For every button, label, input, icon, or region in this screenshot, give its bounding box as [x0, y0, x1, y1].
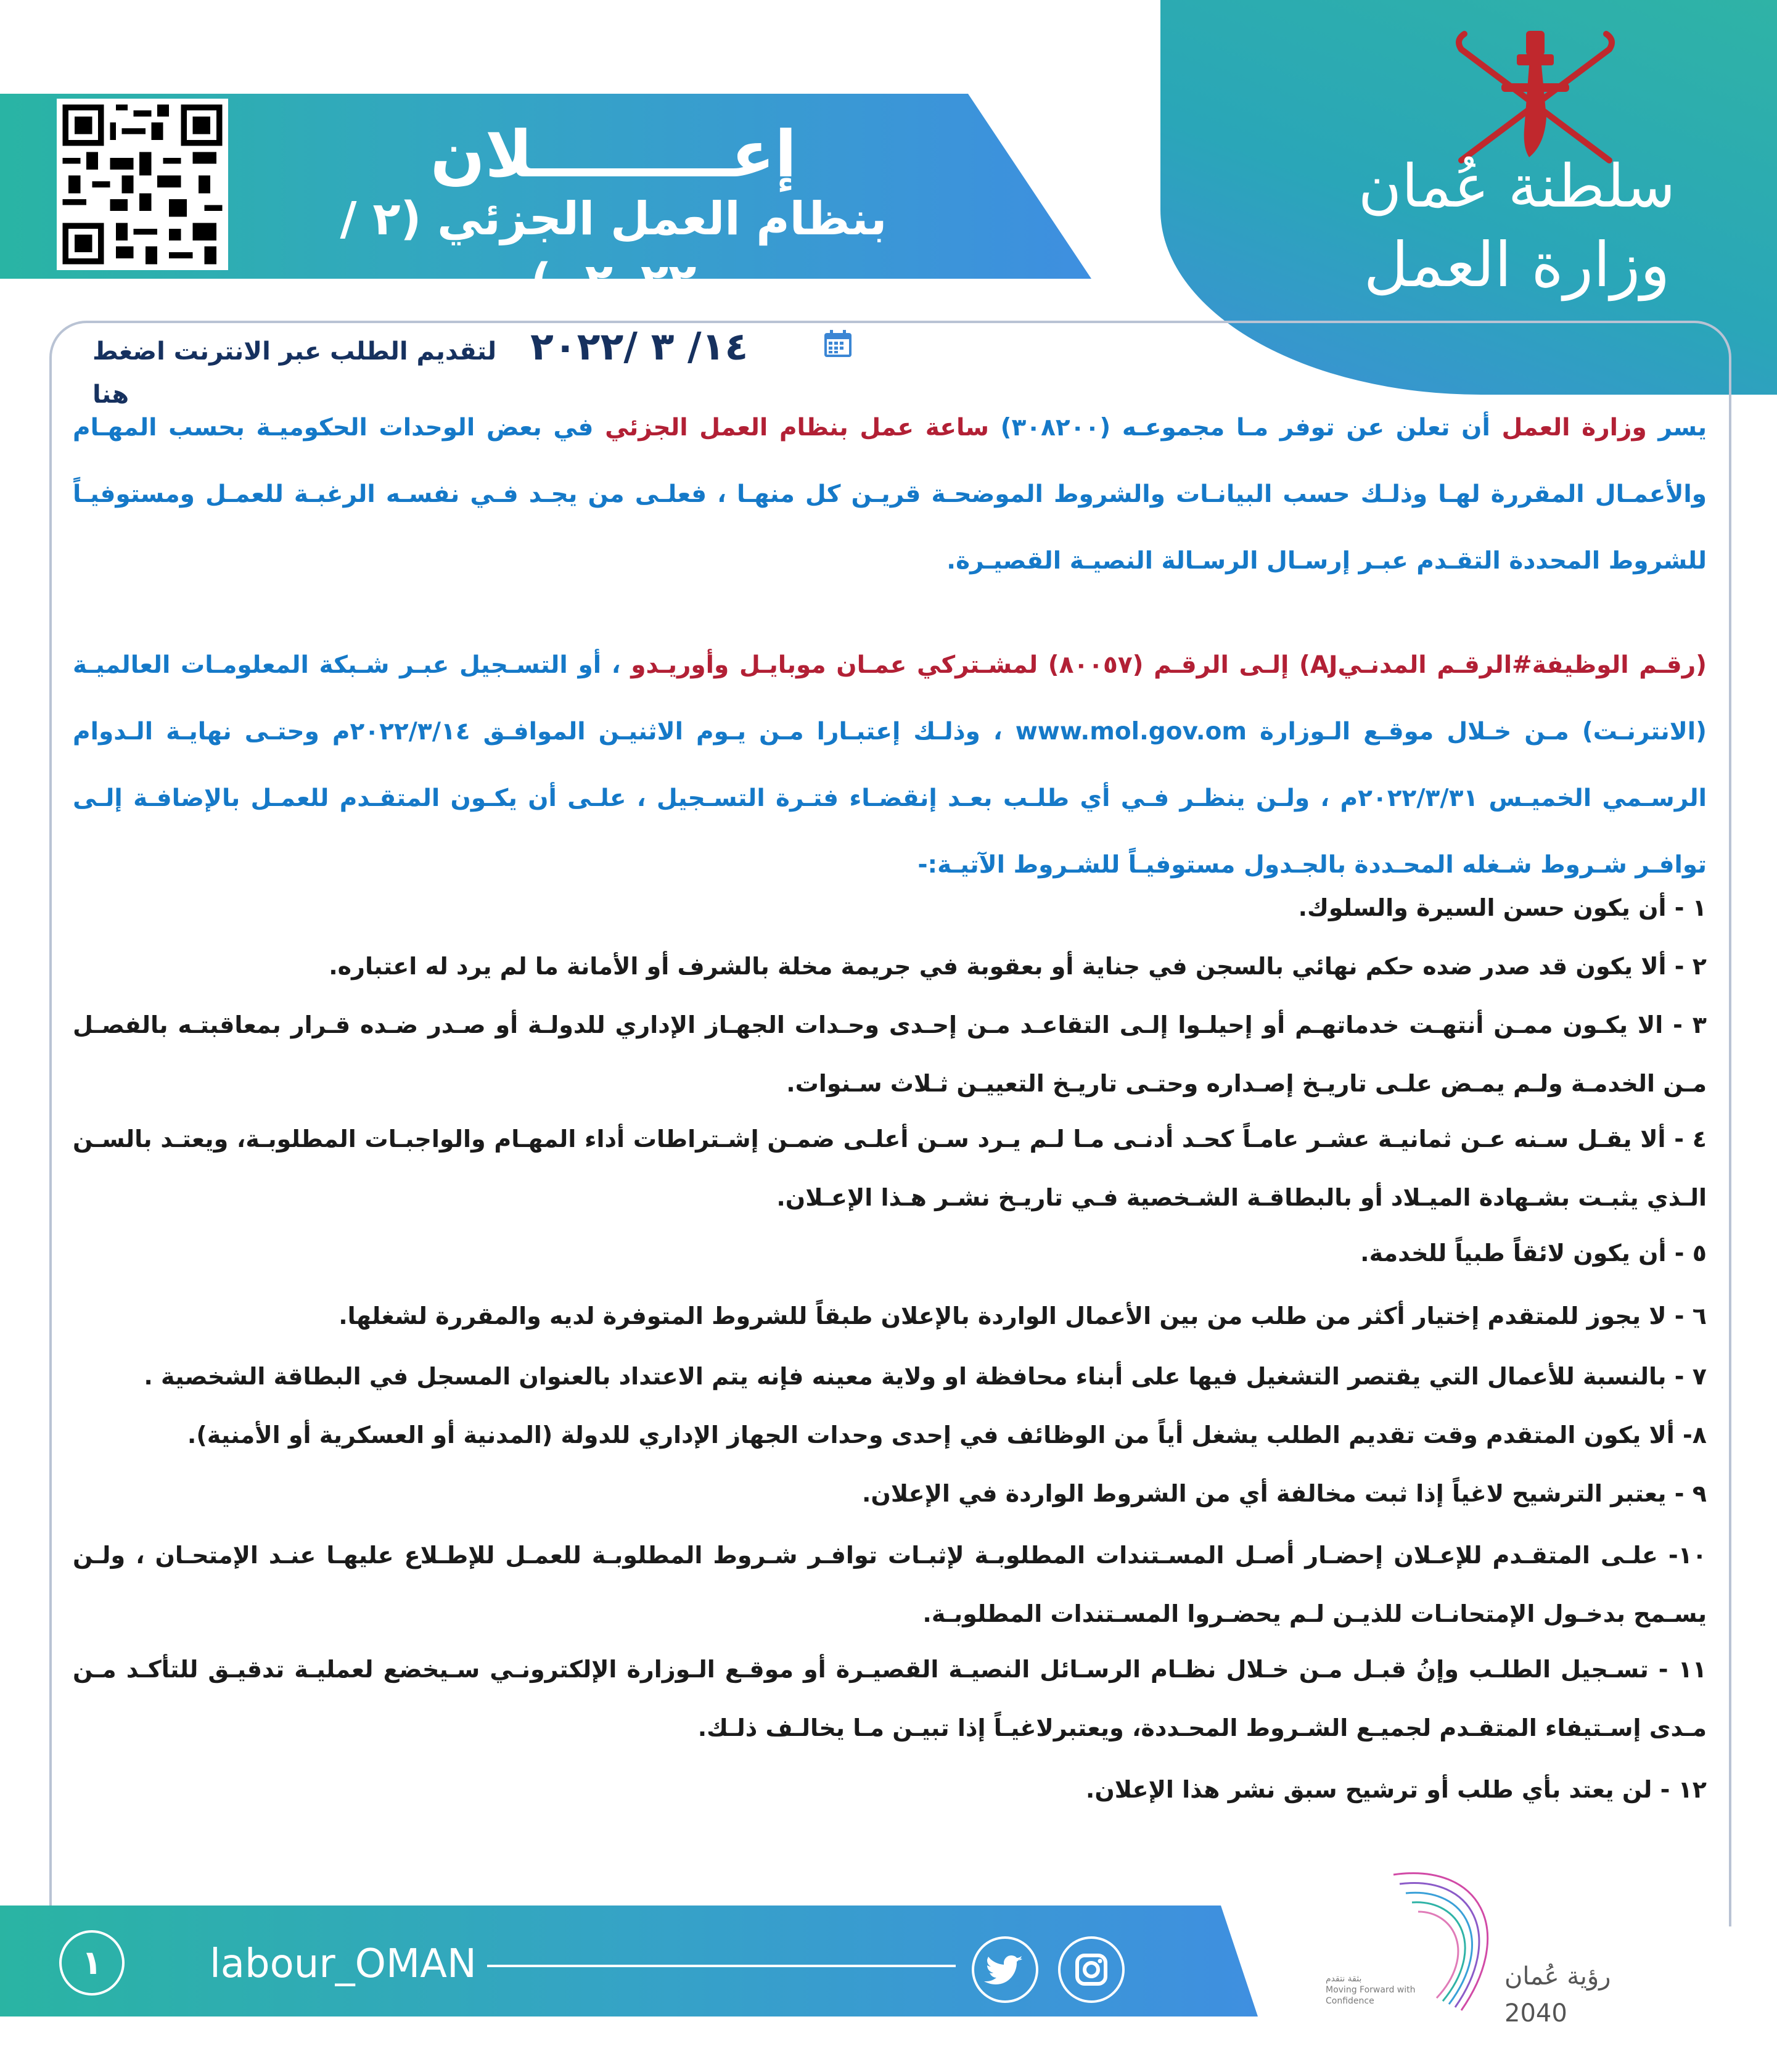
condition-item: ٨- ألا يكون المتقدم وقت تقديم الطلب يشغل أياً من الوظائف في إحدى وحدات الجهاز الإداري للدولة (المدنية أو العسكرية أو الأمنية).	[187, 1421, 1707, 1449]
sms-instructions: (رقـم الوظيفة#الرقـم المدنـيAJ) إلـى الرقـم (٨٠٠٥٧) لمشـتركي عمـان موبايـل وأوريـدو	[631, 651, 1707, 679]
intro-paragraph-1	[73, 395, 1707, 594]
condition-item: ١٢ - لن يعتد بأي طلب أو ترشيح سبق نشر هذا الإعلان.	[1085, 1776, 1707, 1803]
brand-ministry: وزارة العمل	[1363, 229, 1670, 301]
condition-item: ٤ - ألا يقـل سـنه عـن ثمانيـة عشـر عامـاً كحـد أدنـى مـا لـم يـرد سـن أعلـى ضمـن إشـتراطات أداء المهـام والواجبـات المطلوبـة، ويعتـد بالسـن الـذي يثبـت بشـهادة الميـلاد أو بالبطاقـة الشـخصية فـي تاريـخ نشـر هـذا الإعـلان.	[73, 1125, 1707, 1211]
instagram-icon[interactable]	[1058, 1936, 1125, 2003]
vision-slogan-ar: بثقة نتقدم	[1326, 1974, 1362, 1984]
vision-slogan-en: Moving Forward with Confidence	[1326, 1985, 1416, 2006]
condition-item: ٩ - يعتبر الترشيح لاغياً إذا ثبت مخالفة أي من الشروط الواردة في الإعلان.	[861, 1480, 1707, 1507]
ministry-name: وزارة العمل	[1501, 414, 1647, 442]
online-apply-link[interactable]: لتقديم الطلب عبر الانترنت اضغط هنا	[92, 337, 497, 409]
vision-year: 2040	[1504, 1999, 1567, 2028]
condition-item: ٦ - لا يجوز للمتقدم إختيار أكثر من طلب من بين الأعمال الواردة بالإعلان طبقاً للشروط المتوفرة لديه والمقررة لشغلها.	[339, 1302, 1707, 1330]
condition-item: ٣ - الا يكـون ممـن أنتهـت خدماتهـم أو إحيلـوا إلـى التقاعـد مـن إحـدى وحـدات الجهـاز الإداري للدولـة أو صـدر ضـده قـرار بمعاقبتـه بالفصـل مـن الخدمـة ولـم يمـض علـى تاريـخ إصـداره وحتـى تاريـخ التعييـن ثـلاث سـنوات.	[73, 1011, 1707, 1097]
condition-item: ٢ - ألا يكون قد صدر ضده حكم نهائي بالسجن في جناية أو بعقوبة في جريمة مخلة بالشرف أو الأمانة ما لم يرد له اعتباره.	[329, 953, 1707, 980]
footer-divider	[487, 1965, 956, 1967]
condition-item: ١١ - تسـجيل الطلـب وإنُ قبـل مـن خـلال نظـام الرسـائل النصيـة القصيـرة أو موقـع الـوزارة الإلكترونـي سـيخضع لعمليـة تدقيـق للتأكـد مـن مـدى إسـتيفاء المتقـدم لجميـع الشـروط المحـددة، ويعتبرلاغيـاً إذا تبيـن مـا يخالـف ذلـك.	[73, 1656, 1707, 1741]
condition-item: ٥ - أن يكون لائقاً طبياً للخدمة.	[1360, 1240, 1707, 1267]
registration-details: ، أو التسـجيل عبـر شـبكة المعلومـات العالميـة (الانترنـت) مـن خـلال موقـع الـوزارة www.mol.gov.om ، وذلـك إعتبـارا مـن يـوم الاثنيـن الموافـق ٢٠٢٢/٣/١٤م وحتـى نهايـة الـدوام الرسـمي الخميـس ٢٠٢٢/٣/٣١م ، ولـن ينظـر فـي أي طلـب بعـد إنقضـاء فتـرة التسـجيل ، علـى أن يكـون المتقـدم للعمـل بالإضافـة إلـى توافـر شـروط شـغله المحـددة بالجـدول مستوفيـاً للشـروط الآتيـة:-	[73, 651, 1707, 879]
vision-title	[1504, 1958, 1671, 2028]
page-subtitle: بنظام العمل الجزئي (٢ / ٢٠٢٢م)	[340, 192, 887, 307]
condition-item: ٧ - بالنسبة للأعمال التي يقتصر التشغيل فيها على أبناء محافظة او ولاية معينه فإنه يتم الاعتداد بالعنوان المسجل في البطاقة الشخصية .	[144, 1363, 1707, 1390]
page-title: إعـــــــــلان	[430, 117, 797, 192]
social-handle[interactable]: labour_OMAN	[210, 1941, 477, 1987]
condition-item: ١ - أن يكون حسن السيرة والسلوك.	[1298, 894, 1707, 921]
intro-text: أن تعلن عن توفر مـا مجموعـه (٣٠٨٢٠٠)	[988, 414, 1502, 442]
qr-code[interactable]	[57, 99, 228, 270]
vision-slogan	[1326, 1973, 1449, 2023]
work-hours-highlight: ساعة عمل بنظام العمل الجزئي	[605, 414, 989, 442]
brand-sultanate: سلطنة عُمان	[1358, 152, 1676, 221]
intro-text: في بعض الوحدات الحكوميـة بحسب المهـام والأعمـال المقررة لهـا وذلـك حسب البيانـات والشروط الموضحـة قريـن كل منهـا ، فعلـى من يجـد فـي نفسـه الرغبـة للعمـل ومستوفيـاً للشروط المحددة التقـدم عبـر إرسـال الرسـالة النصيـة القصيـرة.	[73, 414, 1707, 575]
page-number: ١	[59, 1930, 125, 1996]
condition-item: ١٠- علـى المتقـدم للإعـلان إحضـار أصـل المسـتندات المطلوبـة لإثبـات توافـر شـروط المطلوبـة للعمـل للإطـلاع عليهـا عنـد الإمتحـان ، ولـن يسـمح بدخـول الإمتحانـات للذيـن لـم يحضـروا المسـتندات المطلوبـة.	[73, 1542, 1707, 1627]
calendar-icon	[823, 328, 853, 359]
vision-label: رؤية عُمان	[1504, 1962, 1611, 1991]
announcement-date: ١٤/ ٣ /٢٠٢٢	[530, 324, 749, 369]
intro-paragraph-2	[73, 632, 1707, 898]
twitter-icon[interactable]	[972, 1936, 1038, 2003]
intro-text: يسر	[1646, 414, 1707, 442]
